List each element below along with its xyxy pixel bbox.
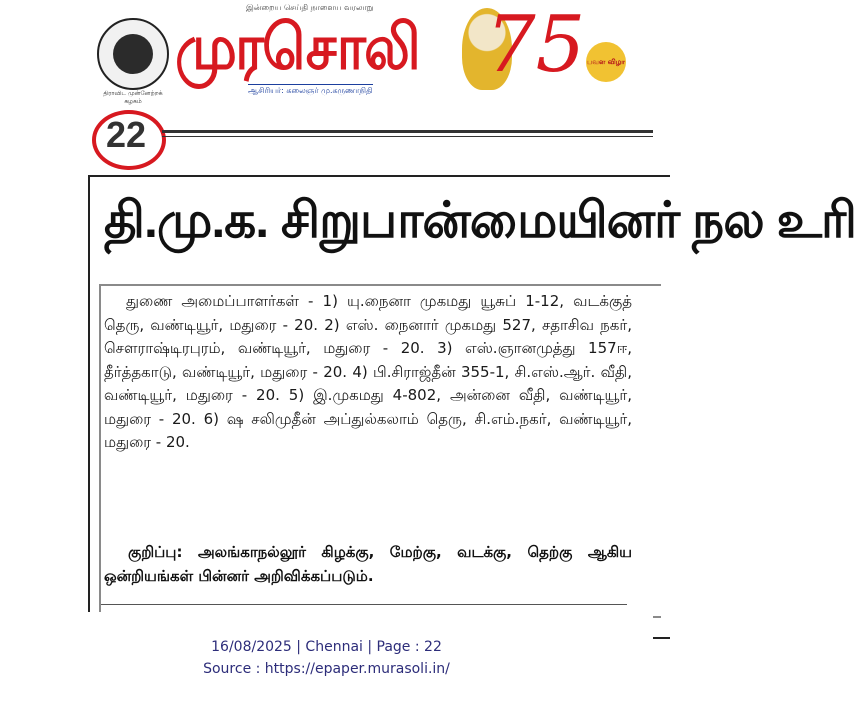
party-emblem-icon xyxy=(97,18,169,105)
anniversary-badge: பவள விழா xyxy=(586,42,626,82)
footer-source-line[interactable]: Source : https://epaper.murasoli.in/ xyxy=(203,661,450,677)
emblem-core-icon xyxy=(113,34,153,74)
header-rule xyxy=(162,130,653,133)
anniversary-number: 75 xyxy=(486,0,586,90)
editor-line: ஆசிரியர்: கலைஞர் மு.கருணாநிதி xyxy=(248,86,373,95)
footer-date-line: 16/08/2025 | Chennai | Page : 22 xyxy=(211,639,442,655)
header-rule-thin xyxy=(162,136,653,137)
article-bottom-rule xyxy=(101,604,627,605)
newspaper-logo: முரசொலி xyxy=(175,11,419,85)
article-body: துணை அமைப்பாளர்கள் - 1) யு.நைனா முகமது யூசுப் 1-12, வடக்குத் தெரு, வண்டியூர், மதுரை - 20. 2) எஸ். நைனார் முகமது 527, சதாசிவ நகர், சௌராஷ்டிரபுரம், வண்டியூர், மதுரை - 20. 3) எஸ்.ஞானமுத்து 157ஈ, தீர்த்தகாடு, வண்டியூர், மதுரை - 20. 4) பி.சிராஜ்தீன் 355-1, சி.எஸ்.ஆர். வீதி, வண்டியூர், மதுரை - 20. 5) இ.முகமது 4-802, அன்னை வீதி, வண்டியூர், மதுரை - 20. 6) ஷ சலிமுதீன் அப்துல்கலாம் தெரு, சி.எம்.நகர், வண்டியூர், மதுரை - 20. xyxy=(104,292,632,451)
article-note: குறிப்பு: அலங்காநல்லூர் கிழக்கு, மேற்கு, வடக்கு, தெற்கு ஆகிய ஒன்றியங்கள் பின்னர் அறிவிக்கப்படும். xyxy=(104,543,632,585)
emblem-label: திராவிட முன்னேற்றக் கழகம் xyxy=(103,90,163,105)
masthead xyxy=(0,0,653,110)
masthead-tagline: இன்றைய செய்தி நாளைய வரலாறு xyxy=(246,3,374,12)
page-number: 22 xyxy=(105,114,147,155)
article-headline: தி.மு.க. சிறுபான்மையினர் நல உரி xyxy=(104,192,856,248)
